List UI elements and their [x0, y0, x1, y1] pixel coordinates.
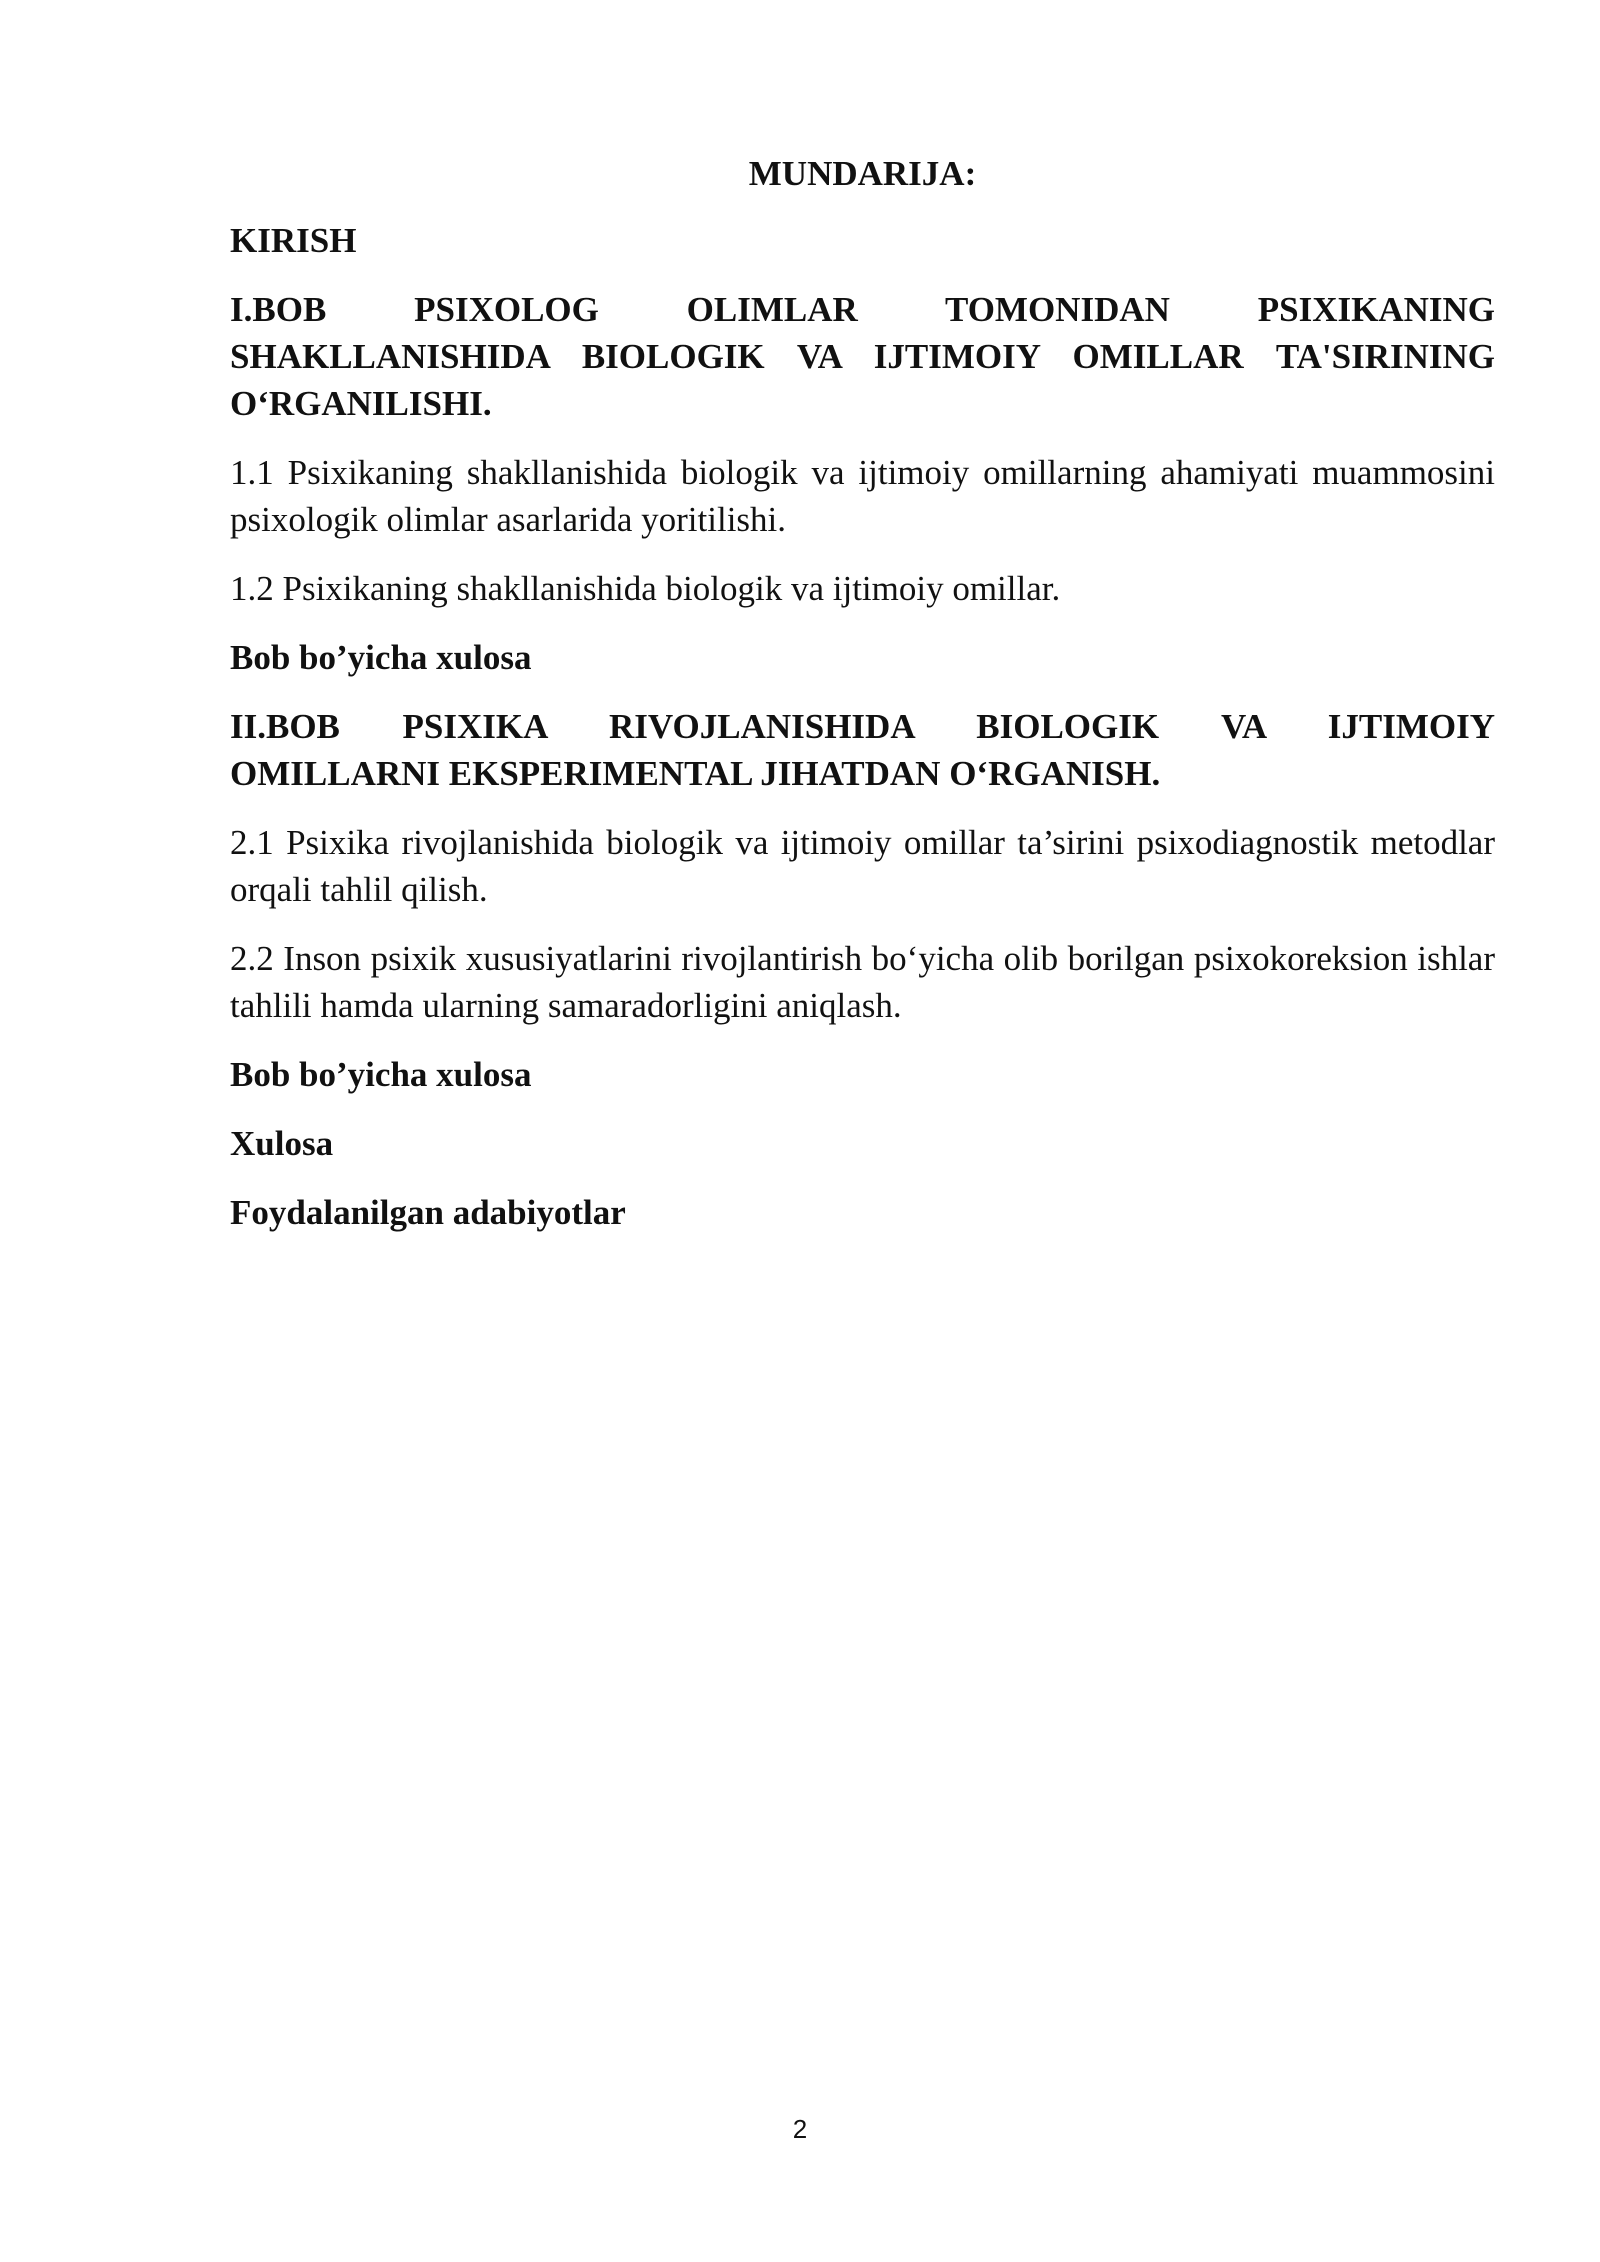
toc-entry-section-1-2: 1.2 Psixikaning shakllanishida biologik va ijtimoiy omillar.: [230, 569, 1061, 608]
toc-entry-section-2-1: 2.1 Psixika rivojlanishida biologik va ijtimoiy omillar ta’sirini psixodiagnostik metodlar orqali tahlil qilish.: [230, 823, 1495, 909]
toc-entry-conclusion: Xulosa: [230, 1124, 334, 1163]
toc-entry-references: Foydalanilgan adabiyotlar: [230, 1193, 626, 1232]
toc-entry-chapter-2: [230, 703, 1495, 797]
toc-entry-introduction: KIRISH: [230, 221, 357, 260]
chapter-1-title-line-1: I.BOB PSIXOLOG OLIMLAR TOMONIDAN PSIXIKANING: [230, 290, 1495, 329]
toc-title: MUNDARIJA:: [748, 154, 977, 193]
chapter-2-title-line-1: II.BOB PSIXIKA RIVOJLANISHIDA BIOLOGIK VA IJTIMOIY: [230, 707, 1495, 746]
toc-entry-section-1-1: 1.1 Psixikaning shakllanishida biologik va ijtimoiy omillarning ahamiyati muammosini psixologik olimlar asarlarida yoritilishi.: [230, 453, 1495, 539]
toc-entry-chapter-2-conclusion: Bob bo’yicha xulosa: [230, 1055, 532, 1094]
toc-entry-chapter-1-conclusion: Bob bo’yicha xulosa: [230, 638, 532, 677]
toc-entry-chapter-1: [230, 286, 1495, 427]
chapter-1-title-rest: SHAKLLANISHIDA BIOLOGIK VA IJTIMOIY OMILLAR TA'SIRINING O‘RGANILISHI.: [230, 337, 1495, 423]
chapter-2-title-rest: OMILLARNI EKSPERIMENTAL JIHATDAN O‘RGANISH.: [230, 754, 1161, 793]
table-of-contents: [230, 150, 1495, 1258]
toc-entry-section-2-2: 2.2 Inson psixik xususiyatlarini rivojlantirish bo‘yicha olib borilgan psixokoreksion ishlar tahlili hamda ularning samaradorligini aniqlash.: [230, 939, 1495, 1025]
page-number: 2: [792, 2114, 808, 2144]
